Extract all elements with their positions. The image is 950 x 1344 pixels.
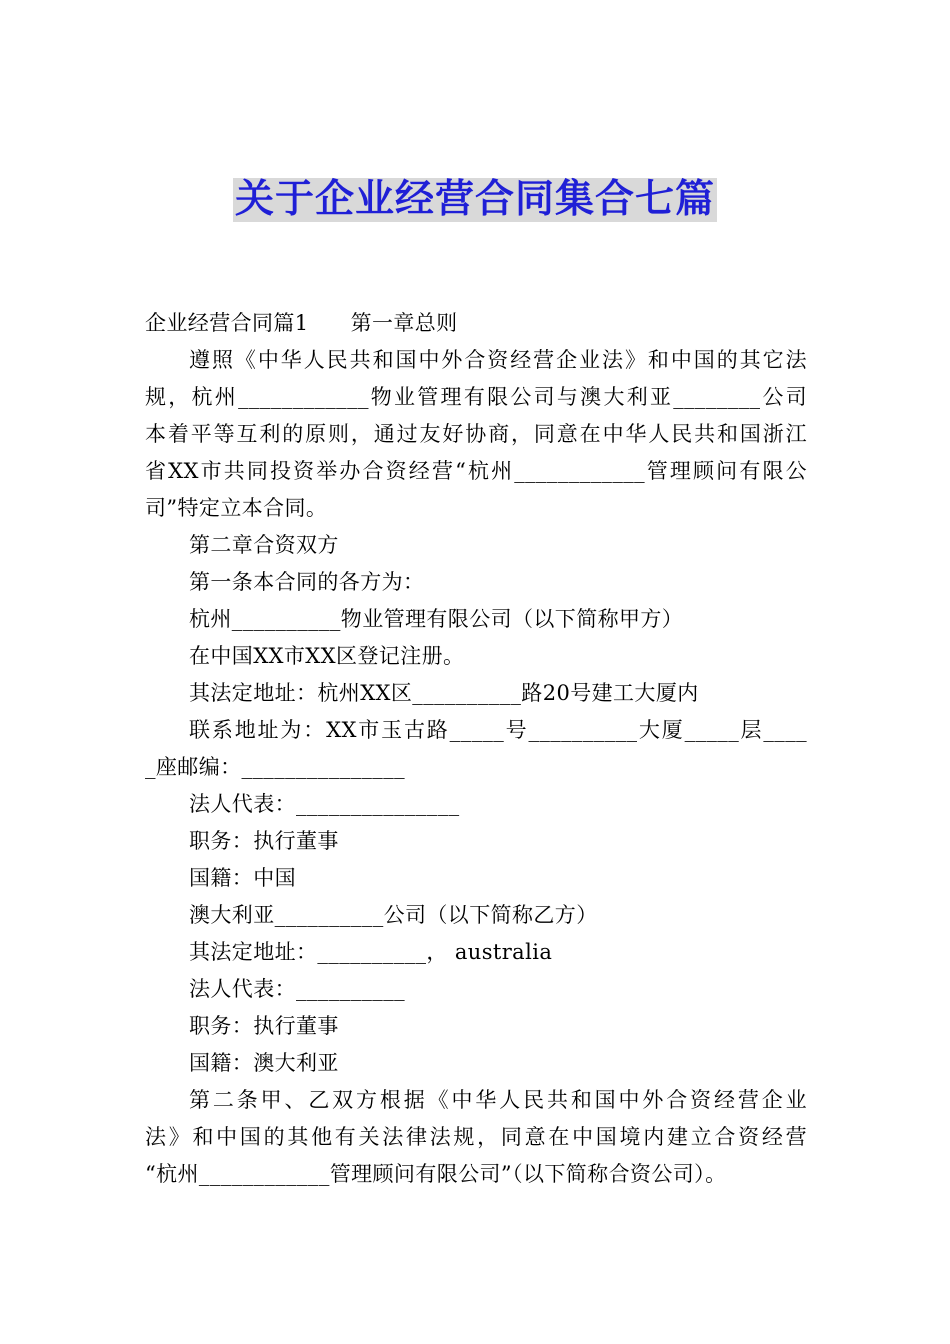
- paragraph-line: 司”特定立本合同。: [145, 496, 328, 520]
- paragraph-line: 国籍：中国: [189, 866, 296, 890]
- paragraph-line: 在中国XX市XX区登记注册。: [189, 644, 465, 668]
- paragraph-line: 本着平等互利的原则，通过友好协商，同意在中华人民共和国浙江: [145, 422, 807, 446]
- contract-number: 企业经营合同篇1: [145, 311, 309, 335]
- paragraph-line: 职务：执行董事: [189, 1014, 339, 1038]
- paragraph-line: _座邮编：_______________: [145, 755, 405, 779]
- document-title: 关于企业经营合同集合七篇: [234, 177, 715, 222]
- paragraph-line: 杭州__________物业管理有限公司（以下简称甲方）: [189, 607, 684, 631]
- paragraph-line: “杭州____________管理顾问有限公司”（以下简称合资公司）。: [145, 1162, 727, 1186]
- paragraph-line: 法》和中国的其他有关法律法规，同意在中国境内建立合资经营: [145, 1125, 807, 1149]
- document-body: [145, 305, 807, 1193]
- paragraph-line: 其法定地址：__________， australia: [189, 940, 553, 964]
- section-heading: [145, 305, 807, 342]
- paragraph-line: 规，杭州____________物业管理有限公司与澳大利亚________公司: [145, 385, 807, 409]
- paragraph-line: 省XX市共同投资举办合资经营“杭州____________管理顾问有限公: [145, 459, 807, 483]
- paragraph-line: 其法定地址：杭州XX区__________路20号建工大厦内: [189, 681, 699, 705]
- paragraph-line: 澳大利亚__________公司（以下简称乙方）: [189, 903, 598, 927]
- title-container: [0, 178, 950, 222]
- paragraph-line: 国籍：澳大利亚: [189, 1051, 339, 1075]
- paragraph-line: 遵照《中华人民共和国中外合资经营企业法》和中国的其它法: [189, 348, 807, 372]
- paragraph-line: 法人代表：__________: [189, 977, 405, 1001]
- paragraph-line: 第二条甲、乙双方根据《中华人民共和国中外合资经营企业: [189, 1088, 807, 1112]
- chapter-two-title: 第二章合资双方: [189, 533, 339, 557]
- chapter-one-title: 第一章总则: [350, 311, 458, 335]
- paragraph-line: 第一条本合同的各方为：: [189, 570, 425, 594]
- paragraph-line: 联系地址为：XX市玉古路_____号__________大厦_____层____: [189, 718, 807, 742]
- paragraph-line: 法人代表：_______________: [189, 792, 460, 816]
- paragraph-line: 职务：执行董事: [189, 829, 339, 853]
